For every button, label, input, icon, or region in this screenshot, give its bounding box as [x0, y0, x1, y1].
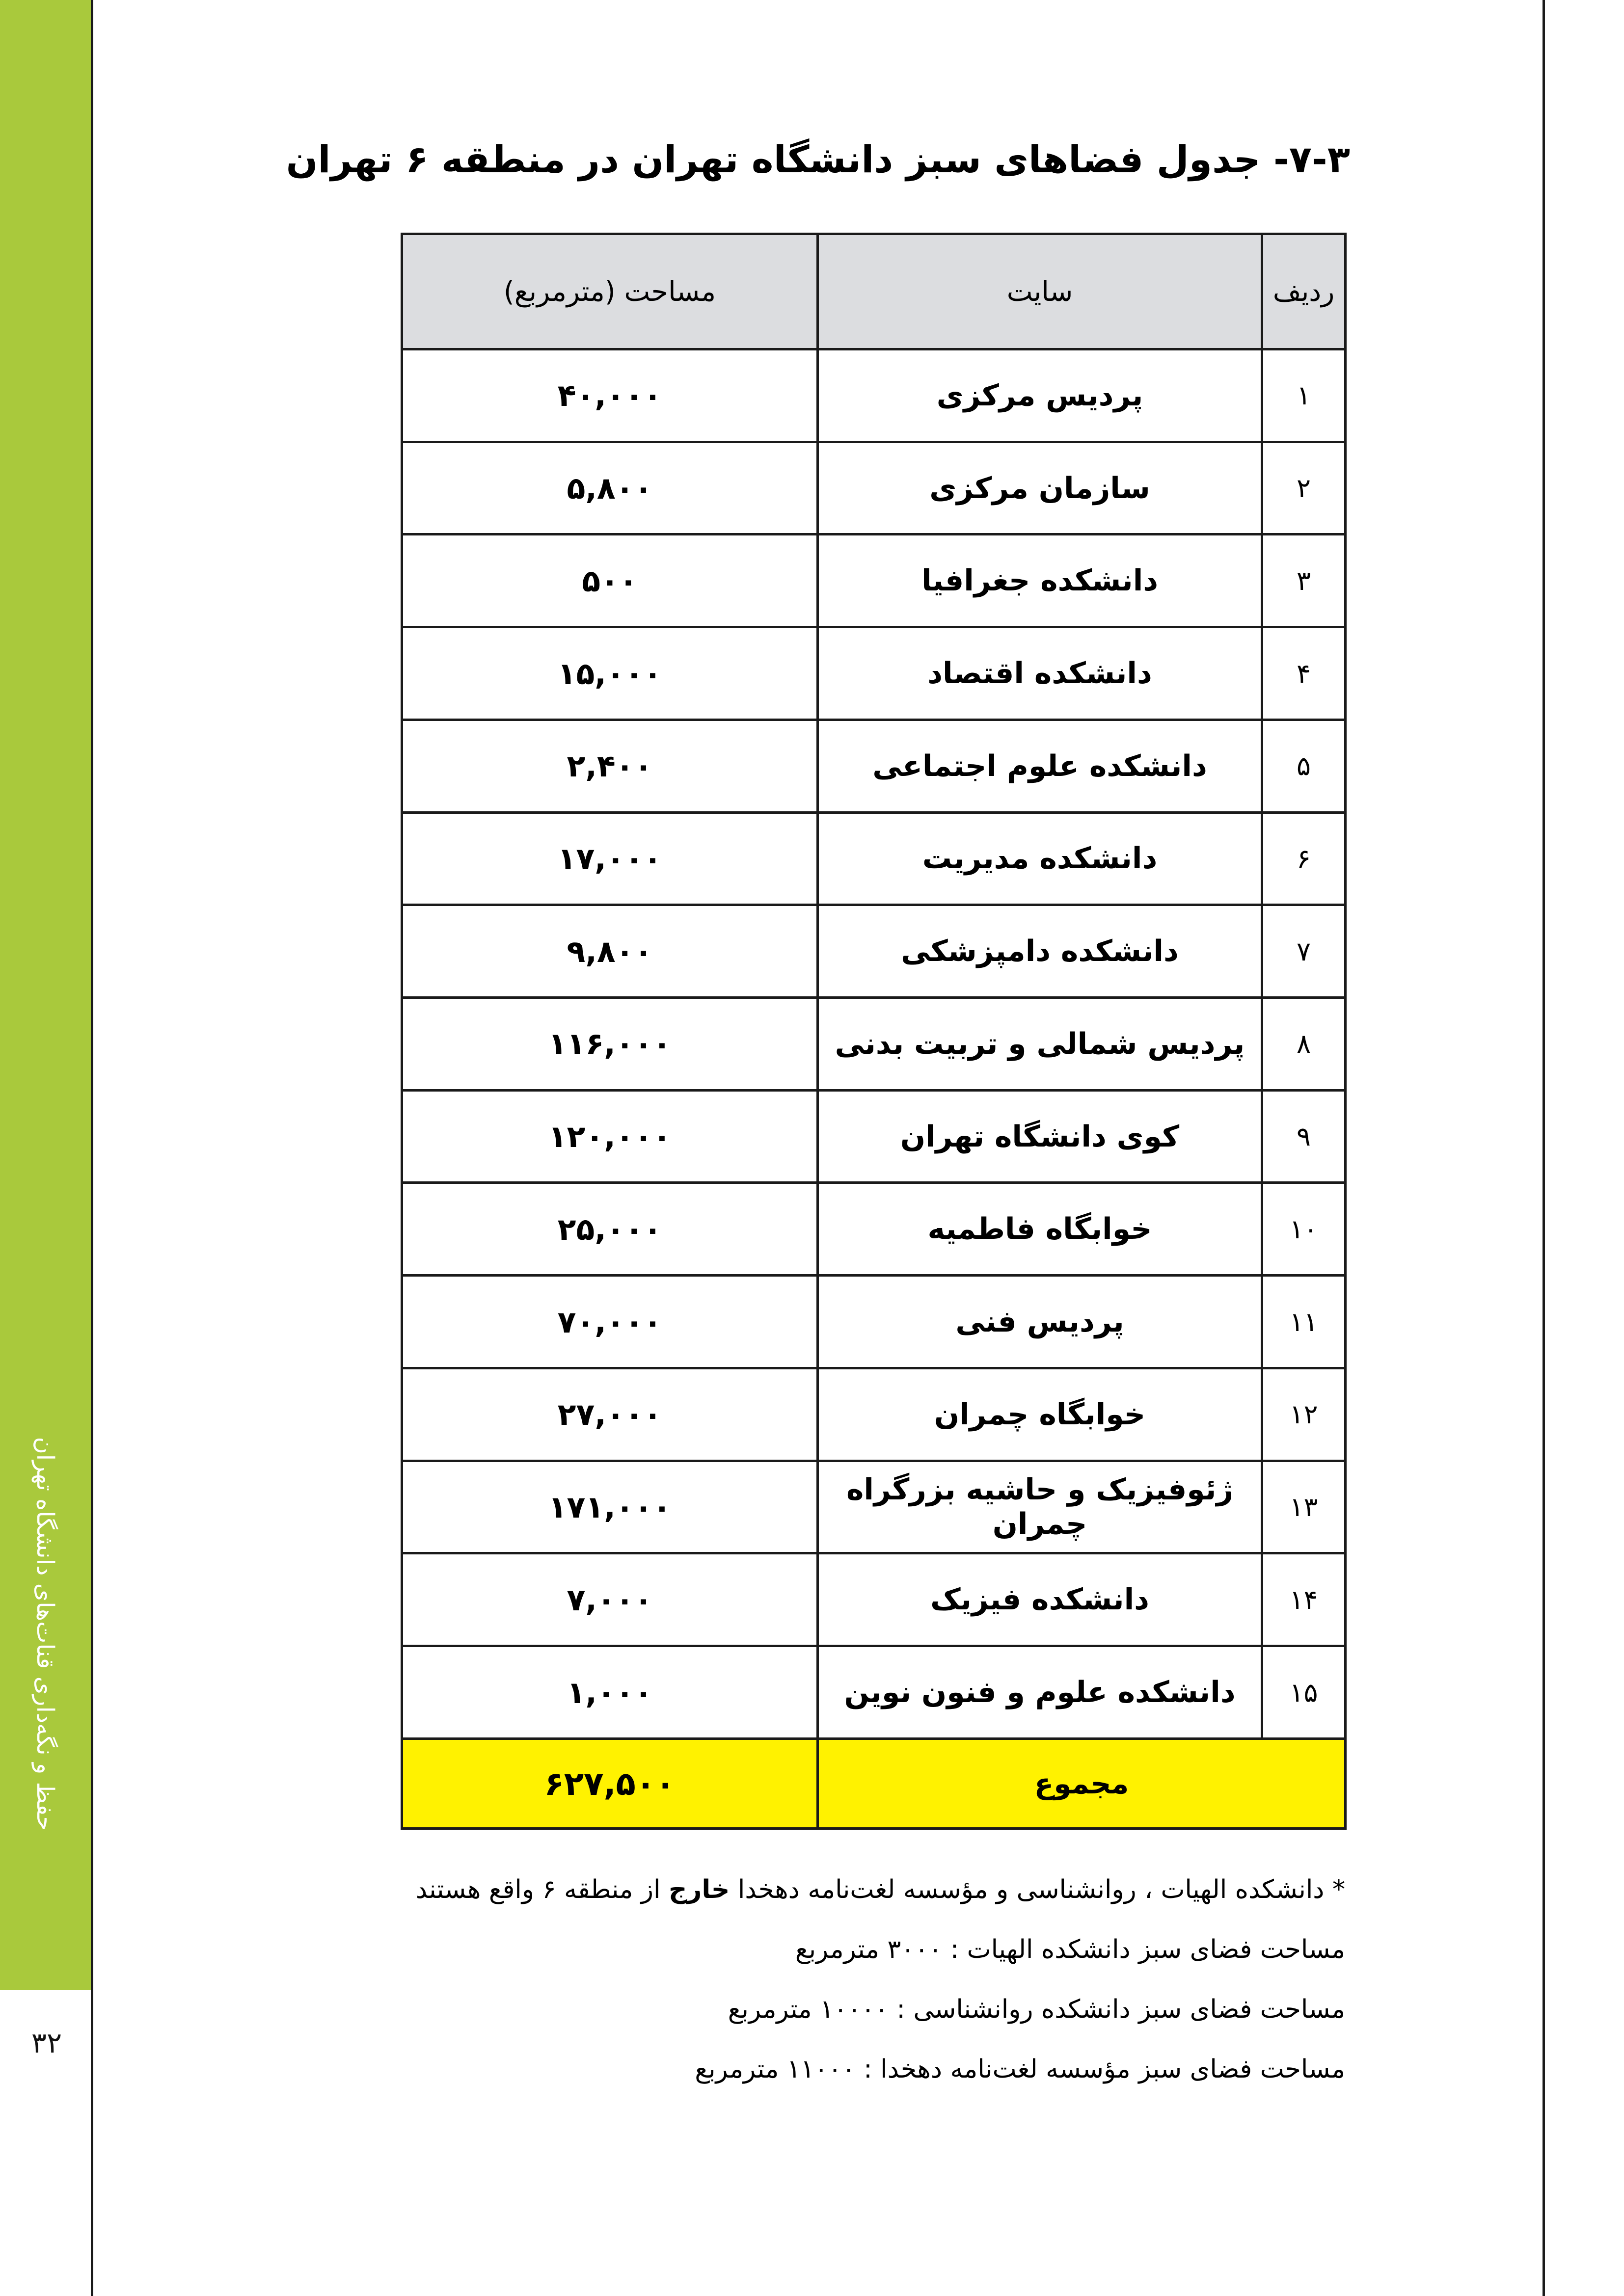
footnote-text: * دانشکده الهیات ، روانشناسی و مؤسسه لغت‌نامه دهخدا — [730, 1875, 1345, 1904]
row-index: ۸ — [1262, 998, 1346, 1091]
sidebar-band — [0, 0, 91, 1990]
table-row — [402, 1646, 1346, 1739]
right-margin-rule — [1543, 0, 1545, 2296]
row-index: ۲ — [1262, 442, 1346, 534]
row-area: ۱۵,۰۰۰ — [402, 627, 818, 720]
table-row — [402, 1276, 1346, 1368]
row-area: ۹,۸۰۰ — [402, 905, 818, 998]
row-index: ۱۰ — [1262, 1183, 1346, 1276]
row-area: ۷۰,۰۰۰ — [402, 1276, 818, 1368]
table-row — [402, 1090, 1346, 1183]
row-site: دانشکده فیزیک — [818, 1553, 1262, 1646]
row-area: ۷,۰۰۰ — [402, 1553, 818, 1646]
row-site: خوابگاه چمران — [818, 1368, 1262, 1461]
row-area: ۱۲۰,۰۰۰ — [402, 1090, 818, 1183]
table-row — [402, 627, 1346, 720]
row-index: ۹ — [1262, 1090, 1346, 1183]
row-index: ۵ — [1262, 720, 1346, 812]
row-area: ۱,۰۰۰ — [402, 1646, 818, 1739]
table-row — [402, 349, 1346, 442]
left-margin-rule — [91, 0, 93, 2296]
header-area: مساحت (مترمربع) — [402, 234, 818, 349]
table-row — [402, 1461, 1346, 1553]
row-index: ۱۴ — [1262, 1553, 1346, 1646]
footnote-emphasis: خارج — [668, 1875, 730, 1904]
green-space-table — [401, 233, 1347, 1830]
row-site: پردیس مرکزی — [818, 349, 1262, 442]
row-index: ۷ — [1262, 905, 1346, 998]
row-index: ۳ — [1262, 534, 1346, 627]
row-site: ژئوفیزیک و حاشیه بزرگراه چمران — [818, 1461, 1262, 1553]
footnote-theology-area: مساحت فضای سبز دانشکده الهیات : ۳۰۰۰ مترمربع — [795, 1935, 1345, 1964]
row-index: ۶ — [1262, 812, 1346, 905]
row-site: پردیس شمالی و تربیت بدنی — [818, 998, 1262, 1091]
row-area: ۱۷,۰۰۰ — [402, 812, 818, 905]
table-row — [402, 534, 1346, 627]
row-area: ۴۰,۰۰۰ — [402, 349, 818, 442]
row-area: ۲,۴۰۰ — [402, 720, 818, 812]
footnote-psychology-area: مساحت فضای سبز دانشکده روانشناسی : ۱۰۰۰۰ مترمربع — [728, 1995, 1345, 2024]
row-site: خوابگاه فاطمیه — [818, 1183, 1262, 1276]
footnote-text: از منطقه ۶ واقع هستند — [415, 1875, 669, 1904]
row-site: پردیس فنی — [818, 1276, 1262, 1368]
table-header-row — [402, 234, 1346, 349]
row-index: ۱۱ — [1262, 1276, 1346, 1368]
header-index: ردیف — [1262, 234, 1346, 349]
row-area: ۲۷,۰۰۰ — [402, 1368, 818, 1461]
row-area: ۵۰۰ — [402, 534, 818, 627]
row-site: کوی دانشگاه تهران — [818, 1090, 1262, 1183]
row-site: دانشکده اقتصاد — [818, 627, 1262, 720]
row-site: دانشکده دامپزشکی — [818, 905, 1262, 998]
row-site: سازمان مرکزی — [818, 442, 1262, 534]
page-number: ۳۲ — [31, 2026, 62, 2059]
row-index: ۴ — [1262, 627, 1346, 720]
footnote-outside-zone — [403, 1870, 1345, 1930]
row-site: دانشکده جغرافیا — [818, 534, 1262, 627]
row-area: ۲۵,۰۰۰ — [402, 1183, 818, 1276]
row-area: ۱۷۱,۰۰۰ — [402, 1461, 818, 1553]
table-row — [402, 998, 1346, 1091]
total-label: مجموع — [818, 1739, 1346, 1829]
table-row — [402, 1553, 1346, 1646]
table-row — [402, 720, 1346, 812]
row-site: دانشکده مدیریت — [818, 812, 1262, 905]
row-area: ۱۱۶,۰۰۰ — [402, 998, 818, 1091]
table-row — [402, 812, 1346, 905]
footnote-dehkhoda-area: مساحت فضای سبز مؤسسه لغت‌نامه دهخدا : ۱۱۰۰۰ مترمربع — [695, 2055, 1345, 2084]
total-value: ۶۲۷,۵۰۰ — [402, 1739, 818, 1829]
row-index: ۱۵ — [1262, 1646, 1346, 1739]
page-title: ۷-۳- جدول فضاهای سبز دانشگاه تهران در منطقه ۶ تهران — [286, 137, 1350, 181]
table-row — [402, 1368, 1346, 1461]
row-area: ۵,۸۰۰ — [402, 442, 818, 534]
table-row — [402, 905, 1346, 998]
row-index: ۱ — [1262, 349, 1346, 442]
table-row — [402, 442, 1346, 534]
row-site: دانشکده علوم و فنون نوین — [818, 1646, 1262, 1739]
footnotes — [403, 1870, 1345, 2109]
row-index: ۱۳ — [1262, 1461, 1346, 1553]
header-site: سایت — [818, 234, 1262, 349]
sidebar-running-title: حفظ و نگه‌داری قنات‌های دانشگاه تهران — [31, 1437, 59, 1831]
row-index: ۱۲ — [1262, 1368, 1346, 1461]
total-row — [402, 1739, 1346, 1829]
row-site: دانشکده علوم اجتماعی — [818, 720, 1262, 812]
table-row — [402, 1183, 1346, 1276]
